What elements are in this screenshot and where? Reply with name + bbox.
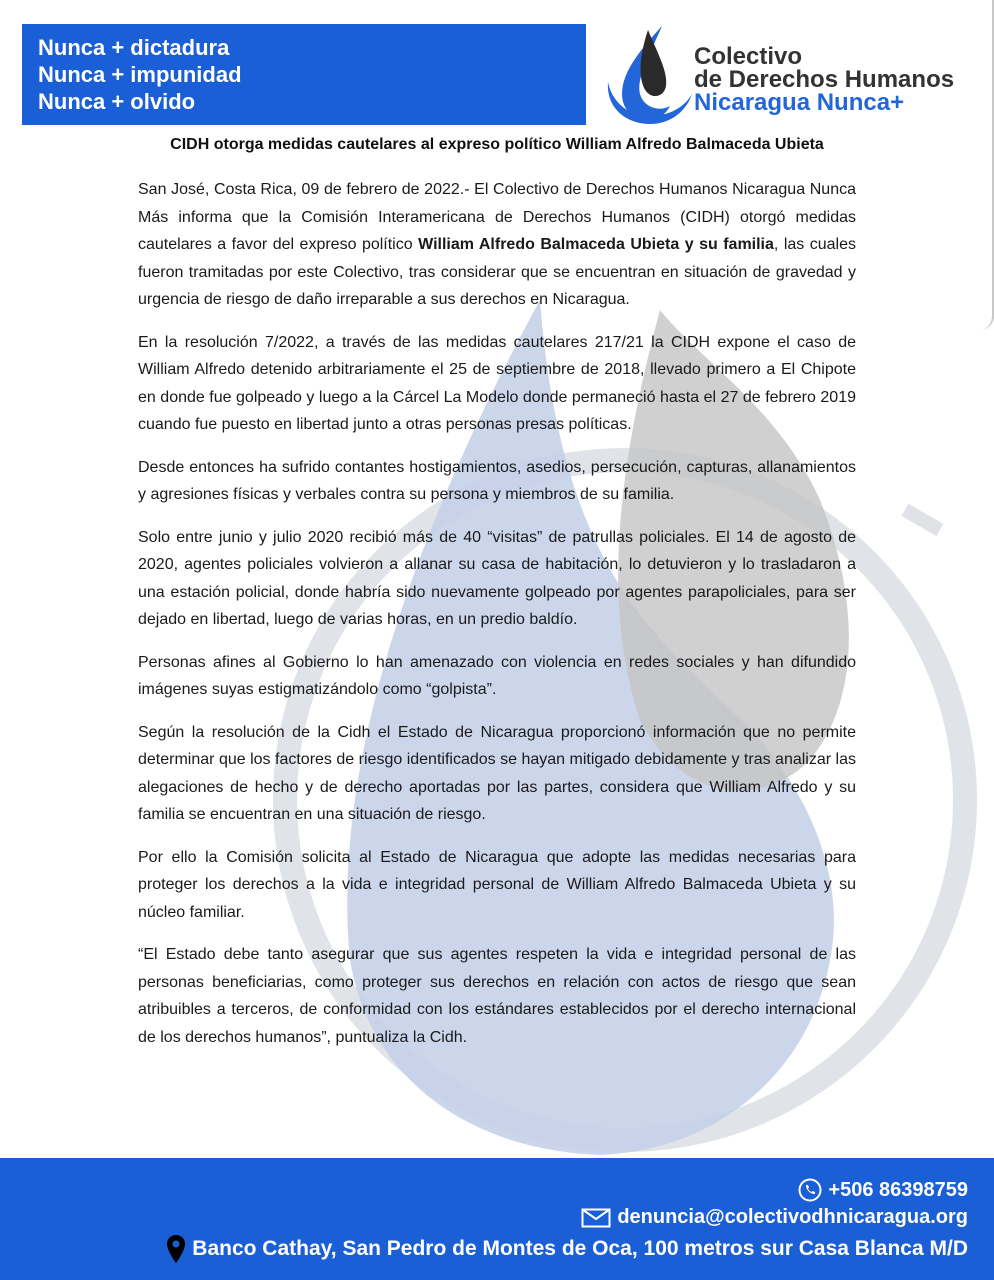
contact-footer [0, 1158, 994, 1280]
paragraph-1-text-c: , las cuales fueron tramitadas por este Colectivo, tras considerar que se encuentran en situación de gravedad y urgencia de riesgo de daño irreparable a sus derechos en Nicaragua. [138, 236, 857, 308]
organization-logo [600, 20, 980, 130]
paragraph-1-bold-name: William Alfredo Balmaceda Ubieta y su familia [418, 236, 774, 253]
paragraph-4: Solo entre junio y julio 2020 recibió más de 40 “visitas” de patrullas policiales. El 14 de agosto de 2020, agentes policiales volvieron a allanar su casa de habitación, lo detuvieron y lo trasladaron a una estación policial, donde habría sido nuevamente golpeado por agentes parapoliciales, para ser dejado en libertad, luego de varias horas, en un predio baldío. [138, 528, 856, 628]
paragraph-7: Por ello la Comisión solicita al Estado de Nicaragua que adopte las medidas necesarias para proteger los derechos a la vida e integridad personal de William Alfredo Balmaceda Ubieta y su núcleo familiar. [138, 848, 856, 921]
slogan-line: Nunca + olvido [38, 89, 196, 114]
paragraph-1-text-a: San José, Costa Rica, 09 de febrero de 2022.- El Colectivo de Derechos Humanos Nicaragua Nunca Más informa que la Comisión Interamericana de Derechos Humanos (CIDH) otorgó medidas cautelares a favor del expreso político [138, 181, 856, 253]
map-pin-icon [166, 1234, 186, 1264]
drop-logo-icon [600, 20, 695, 130]
paragraph-1 [138, 176, 856, 314]
scroll-edge-indicator [976, 0, 994, 330]
footer-phone [798, 1178, 968, 1202]
footer-address [166, 1234, 968, 1264]
document-body [138, 176, 856, 1066]
slogan-line: Nunca + impunidad [38, 62, 242, 87]
logo-line-3: Nicaragua Nunca+ [694, 89, 905, 116]
email-address: denuncia@colectivodhnicaragua.org [617, 1206, 968, 1228]
phone-icon [798, 1178, 822, 1202]
paragraph-5: Personas afines al Gobierno lo han amenazado con violencia en redes sociales y han difundido imágenes suyas estigmatizándolo como “golpista”. [138, 653, 856, 698]
footer-email [581, 1206, 968, 1229]
document-title: CIDH otorga medidas cautelares al expreso político William Alfredo Balmaceda Ubieta [170, 136, 824, 153]
paragraph-2: En la resolución 7/2022, a través de las medidas cautelares 217/21 la CIDH expone el caso de William Alfredo detenido arbitrariamente el 25 de septiembre de 2018, llevado primero a El Chipote en donde fue golpeado y luego a la Cárcel La Modelo donde permaneció hasta el 27 de febrero 2019 cuando fue puesto en libertad junto a otras personas presas políticas. [138, 333, 856, 433]
paragraph-6: Según la resolución de la Cidh el Estado de Nicaragua proporcionó información que no permite determinar que los factores de riesgo identificados se hayan mitigado debidamente y tras analizar las alegaciones de hecho y de derecho aportadas por las partes, considera que William Alfredo y su familia se encuentran en una situación de riesgo. [138, 723, 856, 823]
header-slogan-banner [22, 24, 586, 125]
envelope-icon [581, 1208, 611, 1228]
slogan-line: Nunca + dictadura [38, 35, 230, 60]
paragraph-8: “El Estado debe tanto asegurar que sus agentes respeten la vida e integridad personal de las personas beneficiarias, como proteger sus derechos en relación con actos de riesgo que sean atribuibles a terceros, de conformidad con los estándares establecidos por el derecho internacional de los derechos humanos”, puntualiza la Cidh. [138, 946, 856, 1046]
logo-line-2: de Derechos Humanos [694, 66, 955, 93]
street-address: Banco Cathay, San Pedro de Montes de Oca, 100 metros sur Casa Blanca M/D [192, 1237, 968, 1260]
paragraph-3: Desde entonces ha sufrido contantes hostigamientos, asedios, persecución, capturas, allanamientos y agresiones físicas y verbales contra su persona y miembros de su familia. [138, 458, 856, 503]
logo-line-1: Colectivo [694, 43, 803, 70]
phone-number: +506 86398759 [828, 1178, 968, 1201]
